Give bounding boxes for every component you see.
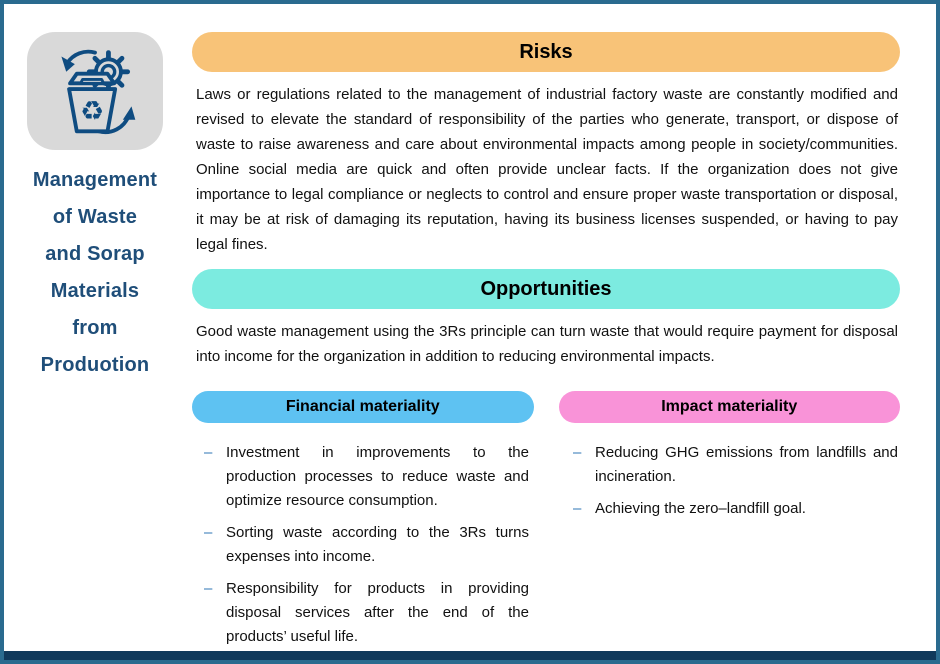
- waste-recycle-gear-icon: [40, 43, 150, 139]
- page-title-line: Management: [32, 169, 158, 191]
- list-item: [561, 497, 900, 521]
- list-item: [192, 521, 531, 569]
- list-item-text: Investment in improvements to the production processes to reduce waste and optimize resource consumption.: [226, 444, 529, 509]
- icon-card: [27, 32, 163, 150]
- dash-bullet-icon: –: [204, 444, 213, 461]
- risks-body: Laws or regulations related to the management of industrial factory waste are constantly modified and revised to elevate the standard of responsibility of the parties who generate, transport, or dispose of waste to raise awareness and care about environmental impacts among people in society/communities. Online social media are quick and often provide unclear facts. If the organization does not give importance to legal compliance or neglects to control and ensure proper waste transportation or disposal, it may be at risk of damaging its reputation, having its business licenses suspended, or having to pay legal fines.: [196, 86, 898, 253]
- risks-header: Risks: [192, 32, 900, 72]
- bottom-accent-bar: [0, 651, 940, 660]
- list-item-text: Reducing GHG emissions from landfills and incineration.: [595, 444, 898, 485]
- page-title-line: from: [72, 317, 118, 339]
- list-item: [561, 441, 900, 489]
- financial-materiality-list: [192, 441, 531, 657]
- dash-bullet-icon: –: [573, 444, 582, 461]
- impact-materiality-list: [561, 441, 900, 657]
- materiality-headers-row: [192, 391, 900, 423]
- dash-bullet-icon: –: [204, 580, 213, 597]
- list-item-text: Achieving the zero–landfill goal.: [595, 500, 806, 517]
- dash-bullet-icon: –: [204, 524, 213, 541]
- opportunities-body: Good waste management using the 3Rs principle can turn waste that would require payment for disposal into income for the organization in addition to reducing environmental impacts.: [196, 323, 898, 365]
- opportunities-header: Opportunities: [192, 269, 900, 309]
- content-panel: [186, 4, 936, 660]
- financial-materiality-header: Financial materiality: [192, 391, 534, 423]
- list-item-text: Responsibility for products in providing disposal services after the end of the products’ useful life.: [226, 580, 529, 645]
- list-item: [192, 441, 531, 513]
- left-panel: [4, 4, 186, 660]
- page-title: [33, 162, 157, 384]
- page-title-line: Produotion: [40, 354, 150, 376]
- list-item-text: Sorting waste according to the 3Rs turns expenses into income.: [226, 524, 529, 565]
- list-item: [192, 577, 531, 649]
- impact-materiality-header: Impact materiality: [559, 391, 901, 423]
- page-title-line: of Waste: [52, 206, 138, 228]
- page-title-line: Materials: [50, 280, 140, 302]
- svg-text:♻: ♻: [80, 95, 105, 127]
- materiality-lists-row: [192, 441, 900, 657]
- page-title-line: and Sorap: [45, 243, 145, 265]
- dash-bullet-icon: –: [573, 500, 582, 517]
- page-layout: [4, 4, 936, 660]
